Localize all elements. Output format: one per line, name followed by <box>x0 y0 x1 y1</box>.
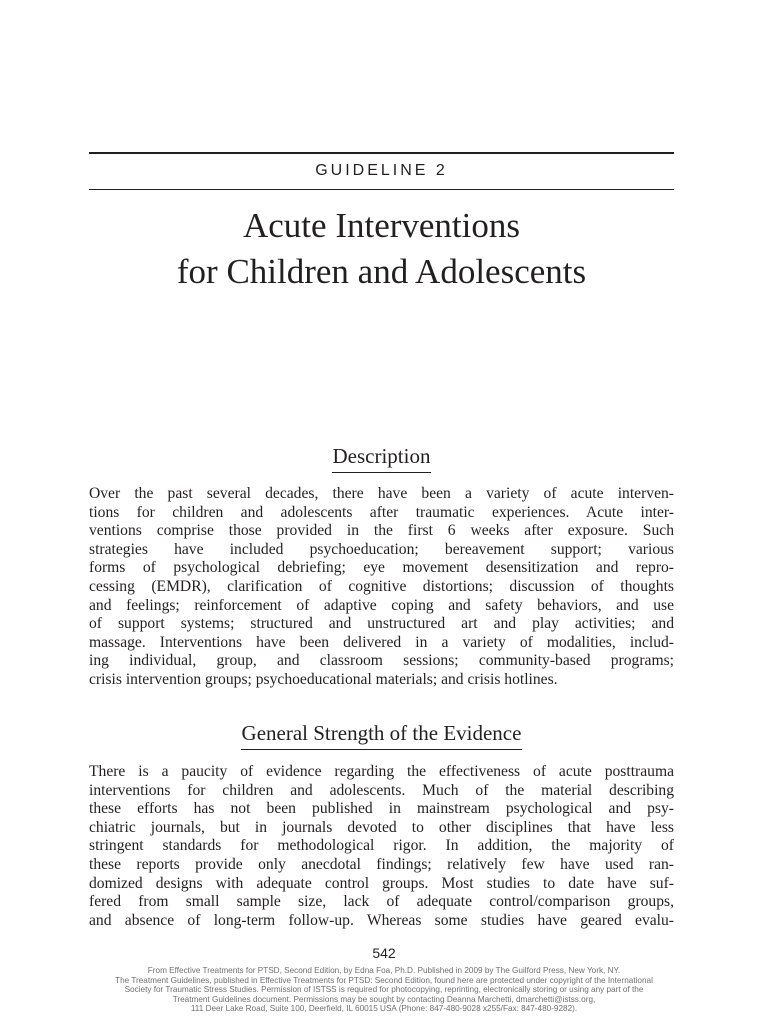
copyright-line: 111 Deer Lake Road, Suite 100, Deerfield, IL 60015 USA (Phone: 847-480-9028 x255/Fax: 847-480-9282). <box>190 1004 578 1014</box>
paragraph-line: these reports provide only anecdotal findings; relatively few have used ran- <box>89 856 674 873</box>
paragraph-line: There is a paucity of evidence regarding the effectiveness of acute posttrauma <box>89 763 674 780</box>
paragraph-line: crisis intervention groups; psychoeducational materials; and crisis hotlines. <box>89 671 558 688</box>
section-heading-description: Description <box>89 443 674 473</box>
paragraph-line: domized designs with adequate control groups. Most studies to date have suf- <box>89 874 674 892</box>
paragraph-line: tions for children and adolescents after traumatic experiences. Acute inter- <box>89 503 674 521</box>
paragraph-line: interventions for children and adolescents. Much of the material describing <box>89 781 674 799</box>
copyright-line: The Treatment Guidelines, published in Effective Treatments for PTSD: Second Edition, found here are protected under copyright of the International <box>115 975 653 985</box>
paragraph-line: Over the past several decades, there have been a variety of acute interven- <box>89 485 674 502</box>
paragraph-line: strategies have included psychoeducation; bereavement support; various <box>89 540 674 558</box>
copyright-notice <box>89 966 679 1014</box>
copyright-line: Society for Traumatic Stress Studies. Permission of ISTSS is required for photocopying, reprinting, electronically storing or using any part of the <box>124 985 644 995</box>
chapter-title-line-1: Acute Interventions <box>243 206 520 245</box>
section-heading-strength-of-evidence: General Strength of the Evidence <box>89 720 674 750</box>
paragraph-line: these efforts has not been published in mainstream psychological and psy- <box>89 800 674 818</box>
paragraph-line: and feelings; reinforcement of adaptive coping and safety behaviors, and use <box>89 596 674 614</box>
paragraph-line: fered from small sample size, lack of adequate control/comparison groups, <box>89 893 674 911</box>
chapter-title-line-2: for Children and Adolescents <box>176 252 587 291</box>
paragraph-line: cessing (EMDR), clarification of cognitive distortions; discussion of thoughts <box>89 578 674 595</box>
copyright-line: From Effective Treatments for PTSD, Second Edition, by Edna Foa, Ph.D. Published in 2009 by The Guilford Press, New York, NY. <box>147 966 621 975</box>
paragraph-line: ventions comprise those provided in the first 6 weeks after exposure. Such <box>89 522 674 540</box>
header-top-rule <box>89 152 674 154</box>
paragraph-line: stringent standards for methodological rigor. In addition, the majority of <box>89 837 674 855</box>
paragraph-line: and absence of long-term follow-up. Whereas some studies have geared evalu- <box>89 911 674 929</box>
header-bottom-rule <box>89 189 674 190</box>
paragraph-line: ing individual, group, and classroom sessions; community-based programs; <box>89 652 674 670</box>
page-number: 542 <box>372 945 396 961</box>
paragraph-line: forms of psychological debriefing; eye movement desensitization and repro- <box>89 559 674 577</box>
paragraph-line: chiatric journals, but in journals devoted to other disciplines that have less <box>89 818 674 836</box>
paragraph-line: of support systems; structured and unstructured art and play activities; and <box>89 615 674 633</box>
paragraph-line: massage. Interventions have been delivered in a variety of modalities, includ- <box>89 633 674 651</box>
guideline-label: GUIDELINE 2 <box>315 162 448 179</box>
copyright-line: Treatment Guidelines document. Permissions may be sought by contacting Deanna Marchetti, dmarchetti@istss.org, <box>172 994 596 1004</box>
chapter-title <box>89 203 674 295</box>
